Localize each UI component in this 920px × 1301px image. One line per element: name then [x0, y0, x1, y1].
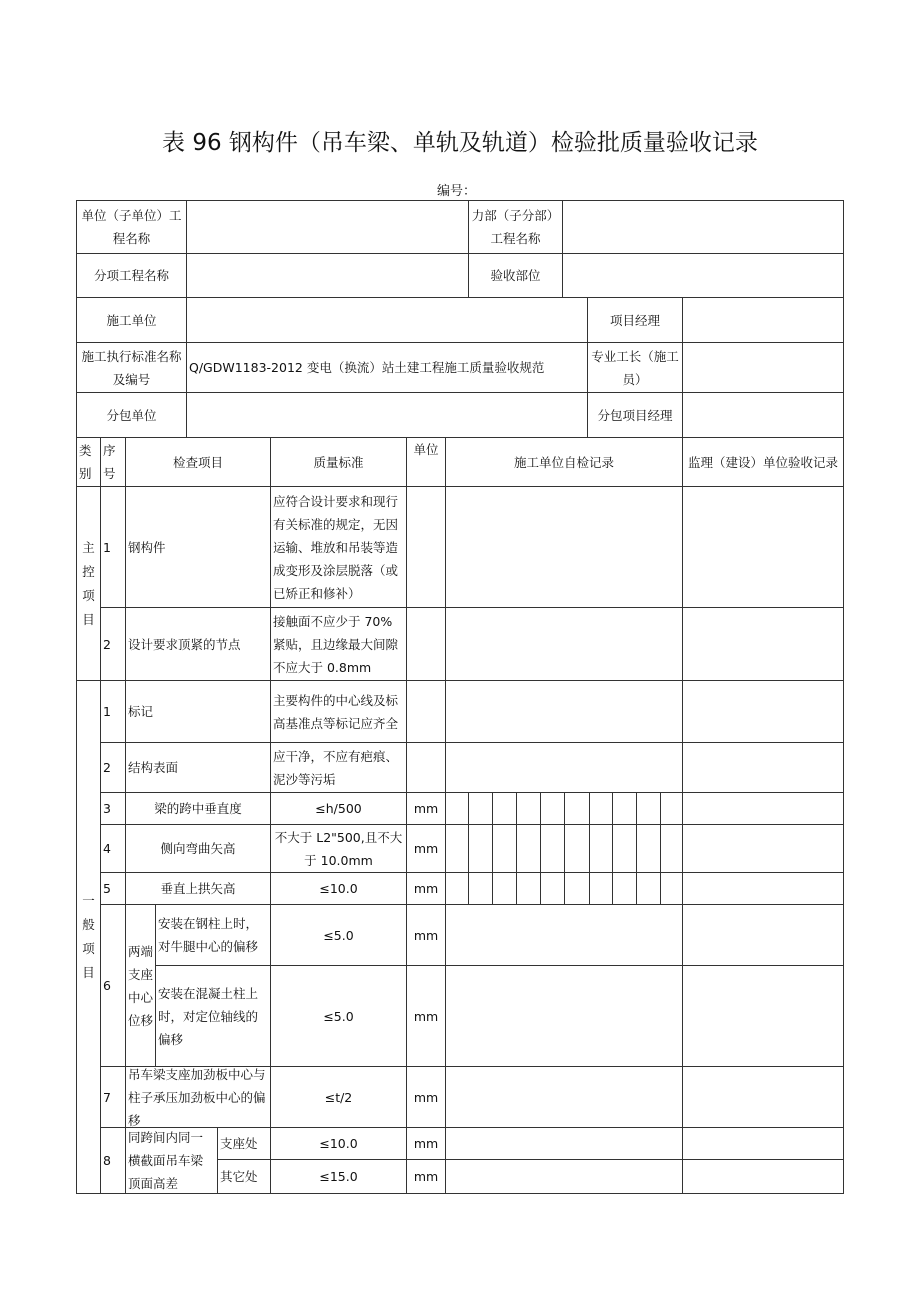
- unit-cell[interactable]: [406, 607, 446, 681]
- col-self-check: [445, 437, 683, 487]
- label-sub-project-name-text: 力部（子分部）工程名称: [471, 208, 560, 246]
- check-item-group-cell: [125, 1127, 218, 1194]
- self-check-grid-cell[interactable]: [445, 872, 469, 905]
- self-check-grid-cell[interactable]: [540, 792, 565, 825]
- check-item-cell-text: 结构表面: [128, 760, 179, 775]
- standard-cell: [270, 824, 407, 873]
- field-project-manager[interactable]: [682, 297, 844, 343]
- self-check-grid-cell[interactable]: [468, 872, 493, 905]
- self-check-cell[interactable]: [445, 742, 683, 793]
- unit-cell: [406, 742, 446, 793]
- unit-cell: [406, 965, 446, 1067]
- category-main-control: [76, 486, 101, 681]
- standard-cell: [270, 792, 407, 825]
- supervision-cell[interactable]: [682, 486, 844, 608]
- seq-cell: [100, 904, 126, 1067]
- unit-cell: [406, 904, 446, 966]
- seq-cell: [100, 872, 126, 905]
- unit-cell: [406, 680, 446, 743]
- seq-cell-text: 2: [103, 636, 111, 652]
- col-seq: [100, 437, 126, 487]
- standard-cell: [270, 872, 407, 905]
- col-check-item: [125, 437, 271, 487]
- field-acceptance-part[interactable]: [562, 253, 844, 298]
- check-item-cell-text: 吊车梁支座加劲板中心与柱子承压加劲板中心的偏移: [128, 1066, 266, 1128]
- check-sub-item-cell-text: 其它处: [220, 1169, 258, 1184]
- self-check-grid-cell[interactable]: [516, 824, 541, 873]
- self-check-grid-cell[interactable]: [492, 872, 517, 905]
- seq-cell: [100, 742, 126, 793]
- label-project-manager-text: 项目经理: [609, 312, 660, 328]
- self-check-grid-cell[interactable]: [468, 824, 493, 873]
- unit-cell: [406, 1159, 446, 1194]
- standard-cell-text: 接触面不应少于 70%紧贴，且边缘最大间隙不应大于 0.8mm: [273, 613, 399, 675]
- field-sub-project-manager[interactable]: [682, 392, 844, 438]
- check-item-cell: [125, 742, 271, 793]
- supervision-cell[interactable]: [682, 872, 844, 905]
- standard-cell-text: ≤10.0: [319, 1136, 358, 1151]
- standard-cell-text: 应符合设计要求和现行有关标准的规定，无因运输、堆放和吊装等造成变形及涂层脱落（或已矫正和修补）: [273, 493, 399, 601]
- field-item-project-name[interactable]: [186, 253, 469, 298]
- self-check-grid-cell[interactable]: [660, 872, 683, 905]
- field-foreman[interactable]: [682, 342, 844, 393]
- col-supervision: [682, 437, 844, 487]
- standard-cell-text: ≤t/2: [324, 1089, 353, 1105]
- seq-cell-text: 2: [103, 760, 111, 775]
- seq-cell-text: 3: [103, 801, 111, 816]
- col-unit: [406, 437, 446, 487]
- seq-cell-text: 4: [103, 841, 111, 856]
- unit-cell: [406, 824, 446, 873]
- seq-cell-text: 8: [103, 1153, 111, 1168]
- check-item-cell-text: 设计要求顶紧的节点: [128, 636, 241, 652]
- standard-cell-text: ≤10.0: [319, 881, 358, 896]
- seq-cell: [100, 824, 126, 873]
- check-item-cell-text: 梁的跨中垂直度: [154, 801, 242, 816]
- label-subcontractor: [76, 392, 187, 438]
- standard-cell-text: 不大于 L2"500,且不大于 10.0mm: [274, 829, 403, 868]
- self-check-grid-cell[interactable]: [564, 824, 590, 873]
- category-general: [76, 680, 101, 1194]
- check-item-cell: [125, 680, 271, 743]
- unit-cell-text: mm: [413, 1136, 439, 1151]
- col-category: [76, 437, 101, 487]
- seq-cell: [100, 680, 126, 743]
- col-standard-text: 质量标准: [313, 454, 364, 470]
- check-item-cell-text: 垂直上拱矢高: [160, 881, 236, 896]
- self-check-grid-cell[interactable]: [589, 872, 613, 905]
- standard-cell: [270, 1159, 407, 1194]
- self-check-cell[interactable]: [445, 607, 683, 681]
- seq-cell-text: 5: [103, 881, 111, 896]
- check-item-group-cell-text: 两端支座中心位移: [128, 943, 154, 1028]
- supervision-cell[interactable]: [682, 824, 844, 873]
- label-item-project-name: [76, 253, 187, 298]
- unit-cell: [406, 1127, 446, 1160]
- unit-cell-text: mm: [413, 881, 439, 896]
- standard-cell: [270, 965, 407, 1067]
- check-item-cell: [125, 792, 271, 825]
- col-check-item-text: 检查项目: [172, 454, 223, 470]
- check-sub-item-cell: [217, 1127, 271, 1160]
- field-subcontractor[interactable]: [186, 392, 588, 438]
- serial-number-label: 编号：: [437, 184, 477, 199]
- label-standard-text: 施工执行标准名称及编号: [81, 348, 182, 387]
- check-item-cell: [125, 1066, 271, 1128]
- seq-cell-text: 1: [103, 539, 111, 555]
- standard-cell-text: 主要构件的中心线及标高基准点等标记应齐全: [273, 692, 399, 731]
- label-acceptance-part: [468, 253, 563, 298]
- check-item-cell-text: 侧向弯曲矢高: [160, 841, 236, 856]
- standard-cell-text: 应干净，不应有疤痕、泥沙等污垢: [273, 748, 399, 787]
- label-item-project-name-text: 分项工程名称: [93, 268, 169, 283]
- standard-cell-text: ≤5.0: [323, 1008, 354, 1024]
- self-check-grid-cell[interactable]: [612, 792, 637, 825]
- check-item-cell: [125, 872, 271, 905]
- unit-cell-text: mm: [413, 927, 439, 943]
- col-unit-text: 单位: [413, 442, 439, 457]
- self-check-cell[interactable]: [445, 904, 683, 966]
- supervision-cell[interactable]: [682, 965, 844, 1067]
- standard-cell: [270, 904, 407, 966]
- standard-cell: [270, 1127, 407, 1160]
- self-check-grid-cell[interactable]: [445, 792, 469, 825]
- page-title: 表 96 钢构件（吊车梁、单轨及轨道）检验批质量验收记录: [162, 130, 758, 156]
- seq-cell-text: 7: [103, 1089, 111, 1105]
- standard-cell: [270, 607, 407, 681]
- self-check-grid-cell[interactable]: [492, 792, 517, 825]
- self-check-grid-cell[interactable]: [589, 824, 613, 873]
- supervision-cell[interactable]: [682, 1159, 844, 1194]
- seq-cell: [100, 792, 126, 825]
- unit-cell-text: mm: [413, 1169, 439, 1184]
- unit-cell-text: mm: [413, 801, 439, 816]
- self-check-grid-cell[interactable]: [636, 792, 661, 825]
- check-item-cell-text: 标记: [128, 704, 154, 719]
- unit-cell-text: mm: [413, 841, 439, 856]
- check-item-cell: [125, 824, 271, 873]
- standard-cell-text: ≤5.0: [323, 927, 354, 943]
- col-standard: [270, 437, 407, 487]
- check-sub-item-cell: [155, 904, 271, 966]
- label-foreman-text: 专业工长（施工员）: [591, 348, 679, 387]
- label-construction-unit: [76, 297, 187, 343]
- check-sub-item-cell-text: 安装在混凝土柱上时，对定位轴线的偏移: [158, 985, 259, 1047]
- supervision-cell[interactable]: [682, 680, 844, 743]
- self-check-grid-cell[interactable]: [612, 872, 637, 905]
- self-check-grid-cell[interactable]: [636, 824, 661, 873]
- supervision-cell[interactable]: [682, 742, 844, 793]
- check-item-cell: [125, 607, 271, 681]
- col-supervision-text: 监理（建设）单位验收记录: [687, 454, 838, 470]
- standard-cell: [270, 742, 407, 793]
- self-check-cell[interactable]: [445, 486, 683, 608]
- seq-cell-text: 1: [103, 704, 111, 719]
- field-standard-text: Q/GDW1183-2012 变电（换流）站土建工程施工质量验收规范: [189, 360, 545, 375]
- category-general-text: 一般项目: [82, 893, 95, 980]
- col-self-check-text: 施工单位自检记录: [513, 454, 614, 470]
- standard-cell-text: ≤h/500: [315, 801, 362, 816]
- self-check-grid-cell[interactable]: [445, 824, 469, 873]
- unit-cell: [406, 792, 446, 825]
- self-check-grid-cell[interactable]: [492, 824, 517, 873]
- category-main-control-text: 主控项目: [82, 539, 95, 627]
- label-sub-project-name: [468, 200, 563, 254]
- col-category-text: 类别: [79, 443, 92, 481]
- field-standard: [186, 342, 588, 393]
- self-check-grid-cell[interactable]: [660, 824, 683, 873]
- standard-cell: [270, 680, 407, 743]
- check-item-group-cell-text: 同跨间内同一横截面吊车梁顶面高差: [128, 1130, 204, 1191]
- field-construction-unit[interactable]: [186, 297, 588, 343]
- seq-cell: [100, 607, 126, 681]
- supervision-cell[interactable]: [682, 607, 844, 681]
- self-check-grid-cell[interactable]: [564, 792, 590, 825]
- self-check-cell[interactable]: [445, 965, 683, 1067]
- supervision-cell[interactable]: [682, 904, 844, 966]
- self-check-cell[interactable]: [445, 680, 683, 743]
- check-sub-item-cell-text: 支座处: [220, 1136, 258, 1151]
- unit-cell: [406, 872, 446, 905]
- label-sub-project-manager: [587, 392, 683, 438]
- label-sub-project-manager-text: 分包项目经理: [597, 407, 673, 423]
- self-check-cell[interactable]: [445, 1127, 683, 1160]
- supervision-cell[interactable]: [682, 1127, 844, 1160]
- check-sub-item-cell-text: 安装在钢柱上时，对牛腿中心的偏移: [158, 916, 259, 954]
- check-item-group-cell: [125, 904, 156, 1067]
- unit-cell-text: mm: [413, 1008, 439, 1024]
- self-check-grid-cell[interactable]: [589, 792, 613, 825]
- self-check-grid-cell[interactable]: [540, 872, 565, 905]
- check-item-cell: [125, 486, 271, 608]
- self-check-grid-cell[interactable]: [516, 792, 541, 825]
- col-seq-text: 序号: [103, 443, 116, 481]
- unit-cell[interactable]: [406, 486, 446, 608]
- label-project-manager: [587, 297, 683, 343]
- standard-cell: [270, 1066, 407, 1128]
- label-unit-project-name-text: 单位（子单位）工程名称: [81, 208, 182, 246]
- label-standard: [76, 342, 187, 393]
- label-construction-unit-text: 施工单位: [106, 312, 157, 328]
- label-unit-project-name: [76, 200, 187, 254]
- self-check-grid-cell[interactable]: [612, 824, 637, 873]
- self-check-cell[interactable]: [445, 1159, 683, 1194]
- check-sub-item-cell: [155, 965, 271, 1067]
- seq-cell: [100, 1066, 126, 1128]
- self-check-grid-cell[interactable]: [468, 792, 493, 825]
- seq-cell: [100, 486, 126, 608]
- supervision-cell[interactable]: [682, 1066, 844, 1128]
- standard-cell: [270, 486, 407, 608]
- field-sub-project-name[interactable]: [562, 200, 844, 254]
- check-item-cell-text: 钢构件: [128, 539, 166, 555]
- self-check-grid-cell[interactable]: [516, 872, 541, 905]
- self-check-cell[interactable]: [445, 1066, 683, 1128]
- check-sub-item-cell: [217, 1159, 271, 1194]
- label-foreman: [587, 342, 683, 393]
- self-check-grid-cell[interactable]: [564, 872, 590, 905]
- supervision-cell[interactable]: [682, 792, 844, 825]
- seq-cell-text: 6: [103, 978, 111, 993]
- unit-cell: [406, 1066, 446, 1128]
- unit-cell-text: mm: [413, 1089, 439, 1105]
- label-subcontractor-text: 分包单位: [106, 407, 157, 423]
- seq-cell: [100, 1127, 126, 1194]
- self-check-grid-cell[interactable]: [660, 792, 683, 825]
- self-check-grid-cell[interactable]: [540, 824, 565, 873]
- field-unit-project-name[interactable]: [186, 200, 469, 254]
- standard-cell-text: ≤15.0: [319, 1169, 358, 1184]
- label-acceptance-part-text: 验收部位: [490, 268, 541, 283]
- self-check-grid-cell[interactable]: [636, 872, 661, 905]
